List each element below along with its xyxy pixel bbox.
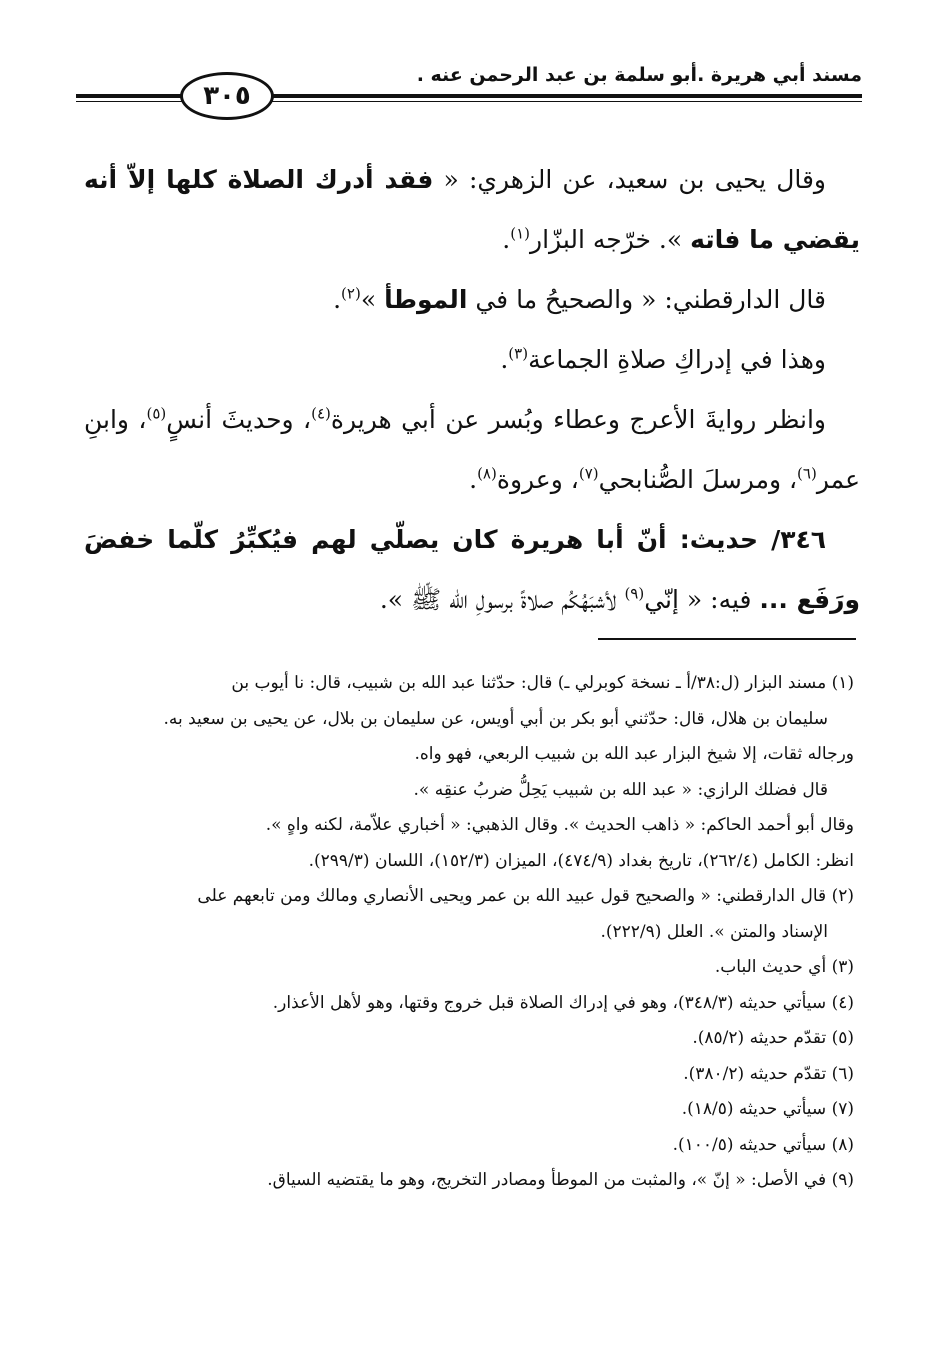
footnote-8: (٨) سيأتي حديثه (١٠٠/٥). bbox=[672, 1134, 854, 1155]
hadith-heading: ٣٤٦/ حديث: أنّ أبا هريرة كان يصلّي لهم فيُكبِّرُ كلّما خفضَ ورَفَع ... bbox=[84, 525, 860, 614]
text: » bbox=[360, 285, 385, 314]
text: وقال يحيى بن سعيد، عن الزهري: « bbox=[433, 165, 827, 194]
footnote-5: (٥) تقدّم حديثه (٨٥/٢). bbox=[692, 1028, 854, 1048]
paragraph-daraqutni bbox=[84, 270, 860, 330]
footnote-ref-2[interactable]: (٢) bbox=[341, 284, 361, 303]
page-number: ٣٠٥ bbox=[180, 72, 274, 120]
footnote-6: (٦) تقدّم حديثه (٣٨٠/٢). bbox=[683, 1063, 854, 1084]
text: ، وابنِ عمر bbox=[84, 405, 860, 494]
text: ، ومرسلَ الصُّنابحي bbox=[598, 465, 798, 494]
paragraph-riwayat bbox=[84, 390, 860, 510]
main-text bbox=[84, 150, 860, 630]
quoted-text: فقد أدرك الصلاة كلها إلاّ أنه يقضي ما فاته bbox=[84, 165, 860, 254]
running-title: مسند أبي هريرة .أبو سلمة بن عبد الرحمن عنه . bbox=[416, 64, 862, 86]
text: . bbox=[333, 285, 342, 314]
text: ». خرّجه البزّار bbox=[530, 225, 691, 254]
text: قال الدارقطني: « والصحيحُ ما في bbox=[467, 285, 826, 314]
text: . bbox=[502, 225, 511, 254]
footnote-1-cont: ورجاله ثقات، إلا شيخ البزار عبد الله بن شبيب الربعي، فهو واه. bbox=[414, 744, 854, 764]
footnote-2-cont: الإسناد والمتن ». العلل (٢٢٢/٩). bbox=[600, 921, 828, 942]
paragraph-zuhri bbox=[84, 150, 860, 270]
footnote-2: (٢) قال الدارقطني: « والصحيح قول عبيد الله بن عمر ويحيى الأنصاري ومالك ومن تابعهم على bbox=[197, 886, 854, 906]
footnote-1-cont: قال فضلك الرازي: « عبد الله بن شبيب يَحِلُّ ضربُ عنقِه ». bbox=[413, 779, 828, 800]
text: . bbox=[469, 465, 478, 494]
footnote-7: (٧) سيأتي حديثه (١٨/٥). bbox=[681, 1099, 854, 1119]
text: . bbox=[500, 345, 509, 374]
text: ، وحديثَ أنسٍ bbox=[166, 405, 312, 434]
footnote-1-cont: انظر: الكامل (٢٦٢/٤)، تاريخ بغداد (٤٧٤/٩)، الميزان (١٥٢/٣)، اللسان (٢٩٩/٣). bbox=[308, 850, 854, 871]
paragraph-jamaah bbox=[84, 330, 860, 390]
footnote-ref-6[interactable]: (٦) bbox=[797, 464, 817, 483]
footnote-ref-3[interactable]: (٣) bbox=[508, 344, 529, 363]
text: وهذا في إدراكِ صلاةِ الجماعة bbox=[528, 345, 826, 374]
footnote-ref-5[interactable]: (٥) bbox=[146, 404, 167, 423]
footnote-ref-9[interactable]: (٩) bbox=[624, 584, 645, 603]
hadith-346 bbox=[84, 510, 860, 630]
footnote-separator bbox=[598, 638, 856, 640]
text: ، وعروة bbox=[496, 465, 579, 494]
text: فيه: « إنّي bbox=[644, 585, 760, 614]
text: لأشبَهُكُم صلاةً برسولِ الله ﷺ ». bbox=[379, 585, 625, 614]
footnotes bbox=[90, 666, 854, 1199]
footnote-3: (٣) أي حديث الباب. bbox=[714, 957, 854, 977]
footnote-1: (١) مسند البزار (ل:٣٨/أ ـ نسخة كوبرلي ـ) قال: حدّثنا عبد الله بن شبيب، قال: نا أيوب بن bbox=[231, 673, 854, 693]
footnote-9: (٩) في الأصل: « إنّ »، والمثبت من الموطأ ومصادر التخريج، وهو ما يقتضيه السياق. bbox=[267, 1170, 854, 1190]
footnote-ref-1[interactable]: (١) bbox=[510, 224, 530, 243]
footnote-4: (٤) سيأتي حديثه (٣٤٨/٣)، وهو في إدراك الصلاة قبل خروج وقتها، وهو لأهل الأعذار. bbox=[272, 992, 854, 1013]
footnote-1-cont: سليمان بن هلال، قال: حدّثني أبو بكر بن أبي أويس، عن سليمان بن بلال، عن يحيى بن سعيد به. bbox=[163, 708, 828, 729]
footnote-ref-4[interactable]: (٤) bbox=[311, 404, 331, 423]
text: وانظر روايةَ الأعرج وعطاء وبُسر عن أبي هريرة bbox=[330, 405, 826, 434]
footnote-ref-8[interactable]: (٨) bbox=[477, 464, 497, 483]
footnote-ref-7[interactable]: (٧) bbox=[578, 464, 599, 483]
book-title: الموطأ bbox=[384, 285, 468, 314]
footnote-1-cont: وقال أبو أحمد الحاكم: « ذاهب الحديث ». وقال الذهبي: « أخباري علاّمة، لكنه واهٍ ». bbox=[265, 815, 854, 835]
